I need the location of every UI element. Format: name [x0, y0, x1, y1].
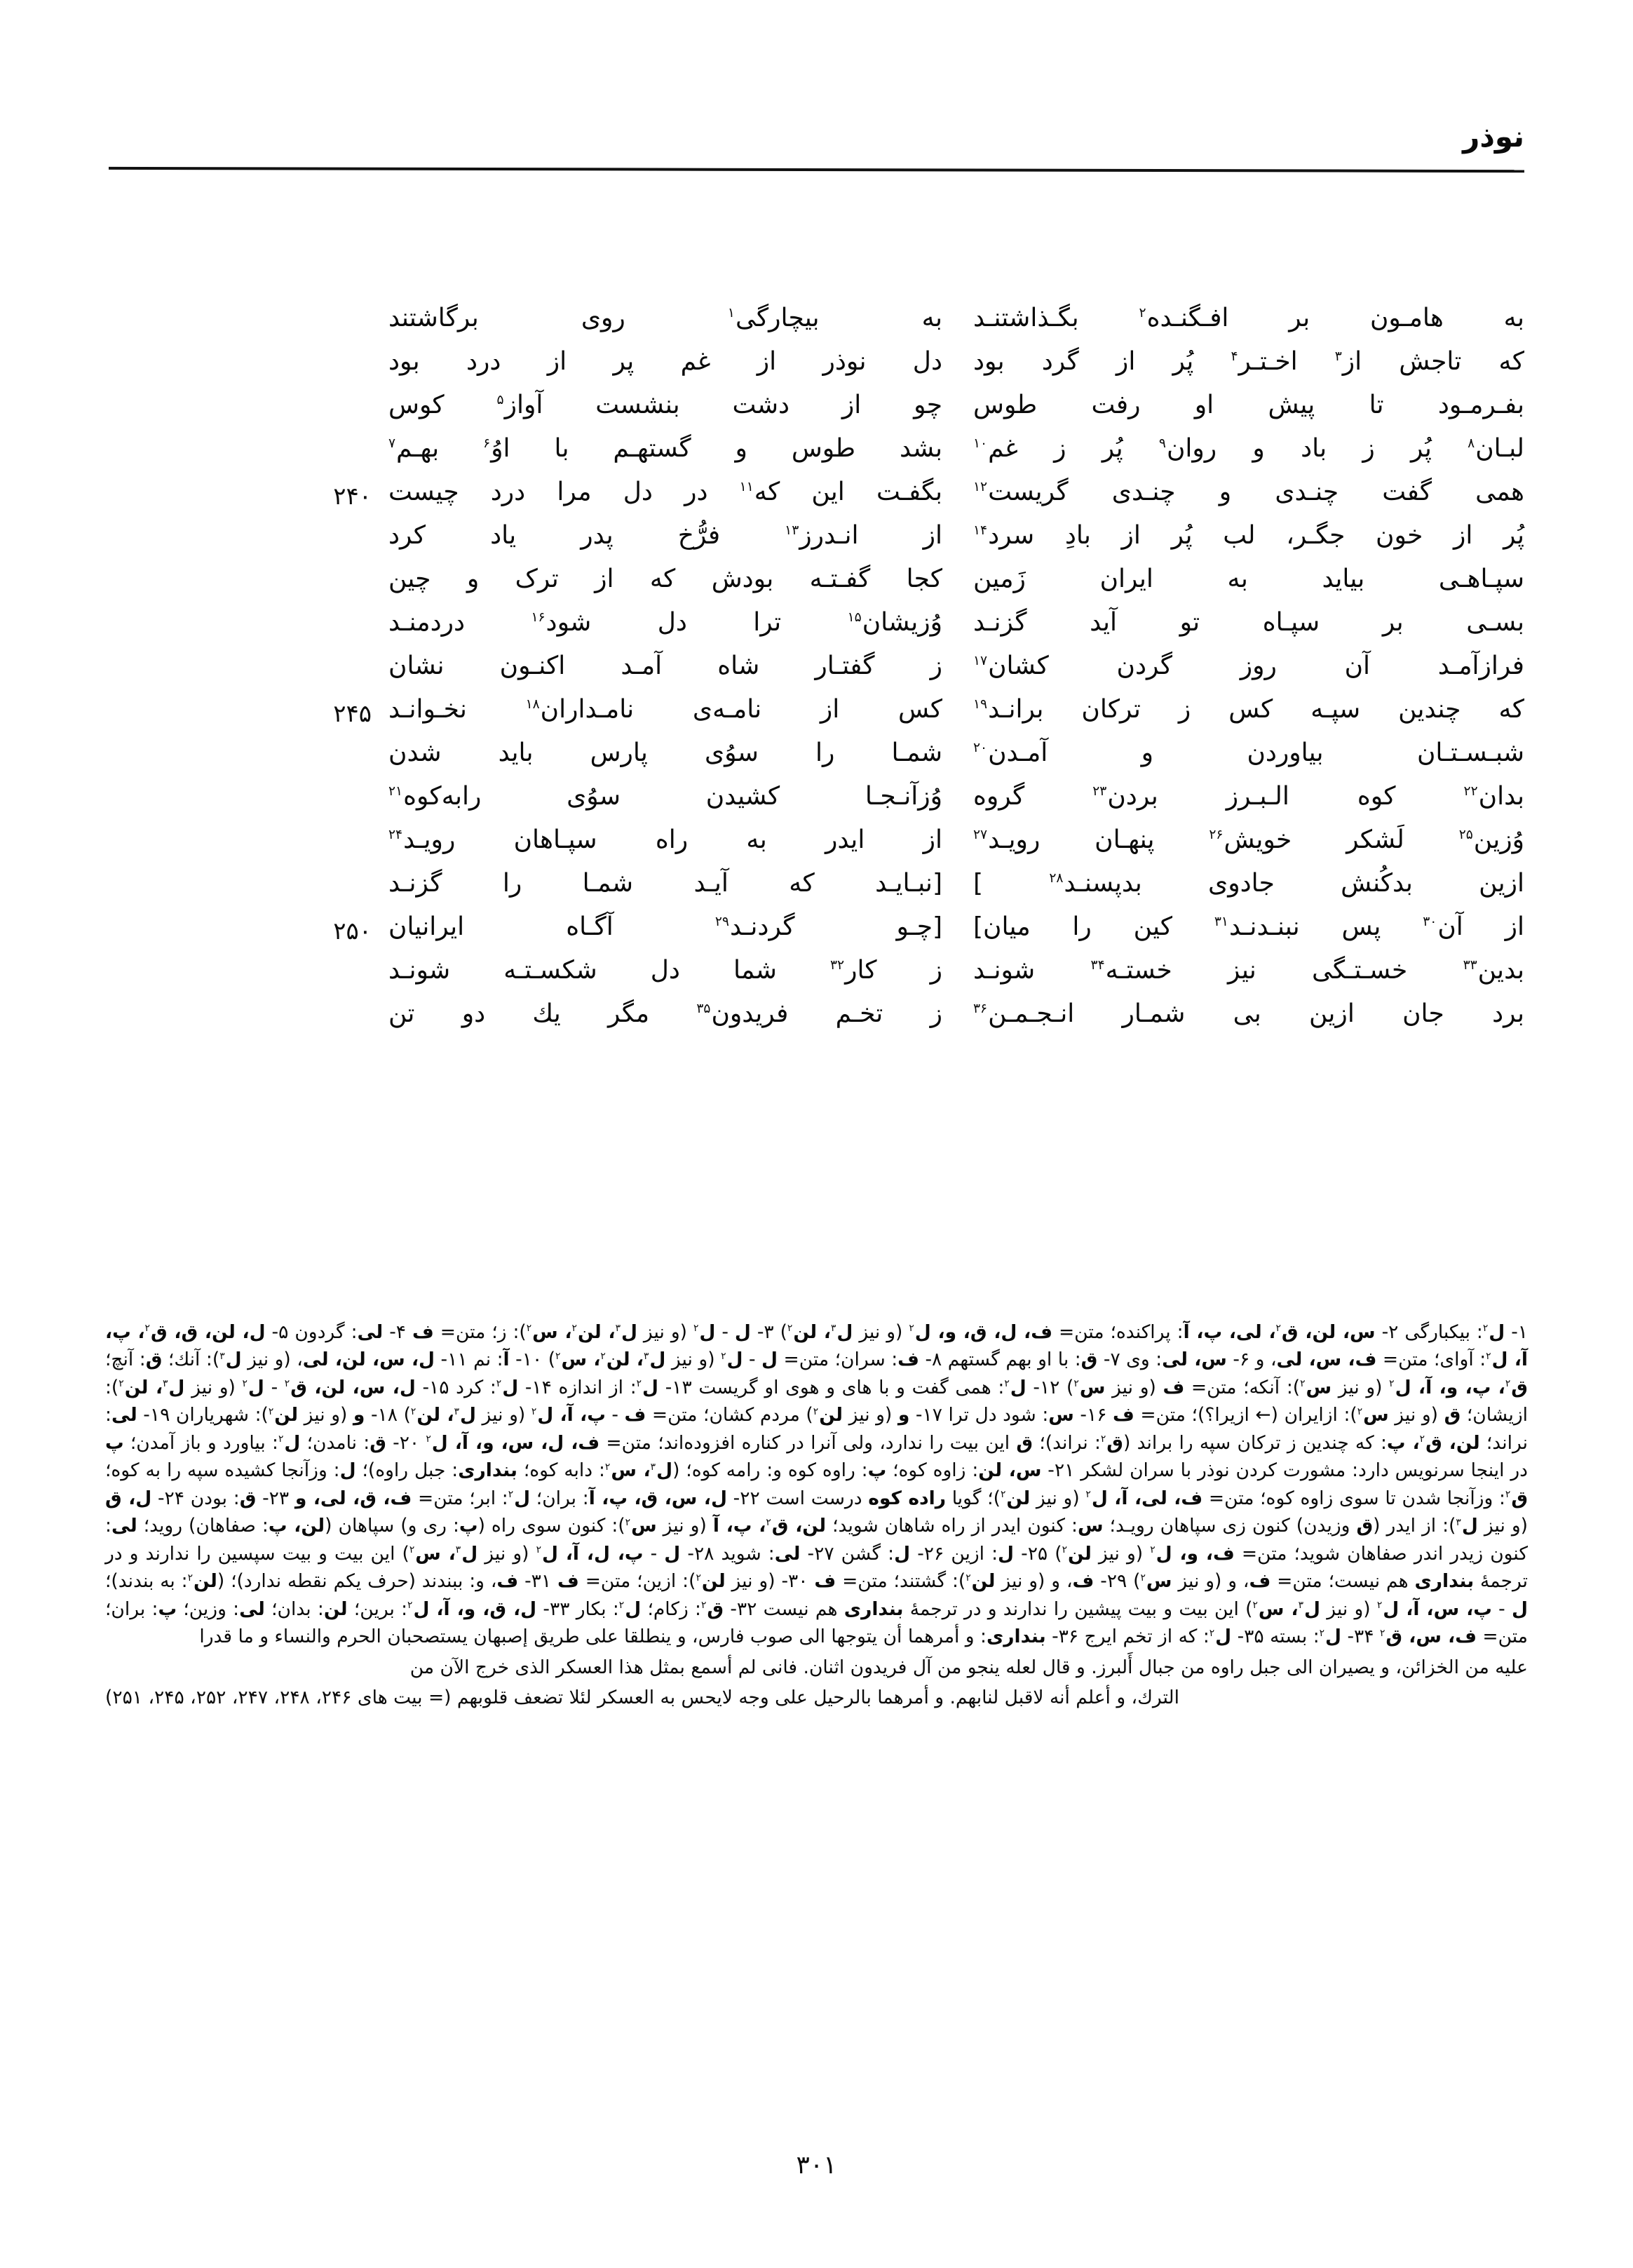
verse-line-number — [318, 606, 388, 613]
couplet-row — [109, 389, 1524, 432]
couplet-row — [109, 997, 1524, 1041]
apparatus-notes: ۱- ل$^۲$: بیکبارگی ۲- س، لن، ق$^۲$، لی، پ، آ: پراکنده؛ متن= ف، ل، ق، و، ل$^۲$ (و نیز ل$^۳$، لن$^۲$) ۳- ل - ل$^۲$ (و نیز ل$^۳$، لن$^۲$، س$^۲$): ز؛ متن= ف ۴- لی: گردون ۵- ل، لن، ق، ق$^۲$، پ، آ، ل$^۲$: آوای؛ متن= ف، س، لی، و ۶- س، لی: وی ۷- ق: با او بهم گستهم ۸- ف: سران؛ متن= ل - ل$^۲$ (و نیز ل$^۳$، لن$^۲$، س$^۲$) ۱۰- آ: نم ۱۱- ل، س، لن، لی، (و نیز ل$^۳$): آنك؛ ق: آنچ؛ ق$^۲$، پ، و، آ، ل$^۲$ (و نیز س$^۲$): آنکه؛ متن= ف (و نیز س$^۲$) ۱۲- ل$^۲$: همی گفت و با های و هوی او گریست ۱۳- ل$^۲$: از اندازه ۱۴- ل$^۲$: کرد ۱۵- ل، س، لن، ق$^۲$ - ل$^۲$ (و نیز ل$^۳$، لن$^۲$): ازیشان؛ ق (و نیز س$^۲$): ازایران (← ازیرا؟)؛ متن= ف ۱۶- س: شود دل ترا ۱۷- و (و نیز لن$^۲$) مردم کشان؛ متن= ف - پ، آ، ل$^۲$ (و نیز ل$^۳$، لن$^۲$) ۱۸- و (و نیز لن$^۲$): شهریاران ۱۹- لی: نراند؛ لن، ق$^۲$، پ: که چندین ز ترکان سپه را براند (ق$^۲$: نراند)؛ ق این بیت را ندارد، ولی آنرا در کناره افزوده‌اند؛ متن= ف، ل، س، و، آ، ل$^۲$ ۲۰- ق: نامدن؛ ل$^۲$: بیاورد و باز آمدن؛ پ در اینجا سرنویس دارد: مشورت کردن نوذر با سران لشکر ۲۱- س، لن: زاوه کوه؛ پ: راوه کوه و: رامه کوه؛ (ل$^۳$، س$^۲$: دابه کوه؛ بنداری: جبل راوه)؛ ل: وزآنجا کشیده سپه را به کوه؛ ق$^۲$: وزآنجا شدن تا سوی زاوه کوه؛ متن= ف، لی، آ، ل$^۲$ (و نیز لن$^۲$)؛ گویا راده کوه درست است ۲۲- ل، س، ق، پ، آ: بران؛ ل$^۲$: ابر؛ متن= ف، ق، لی، و ۲۳- ق: بودن ۲۴- ل، ق (و نیز ل$^۳$): از ایدر (ق وزیدن) کنون زی سپاهان رویـد؛ س: کنون ایدر از راه شاهان شوید؛ لن، ق$^۲$، پ، آ (و نیز س$^۲$): کنون سوی راه (پ: ری و) سپاهان (لن، پ: صفاهان) روید؛ لی: کنون زیدر اندر صفاهان شوید؛ متن= ف، و، ل$^۲$ (و نیز لن$^۲$) ۲۵- ل: ازین ۲۶- ل: گشن ۲۷- لی: شوید ۲۸- ل - پ، ل، آ، ل$^۲$ (و نیز ل$^۳$، س$^۲$) این بیت و بیت سپسین را ندارند و در ترجمهٔ بنداری هم نیست؛ متن= ف، و (و نیز س$^۲$) ۲۹- ف، و (و نیز لن$^۲$): گشتند؛ متن= ف ۳۰- (و نیز لن$^۲$): ازین؛ متن= ف ۳۱- ف، و: ببندند (حرف یکم نقطه ندارد)؛ (لن$^۲$: به بندند)؛ ل - پ، س، آ، ل$^۲$ (و نیز ل$^۳$، س$^۲$) این بیت و بیت پیشین را ندارند و در ترجمهٔ بنداری هم نیست ۳۲- ق$^۲$: زکام؛ ل$^۲$: بکار ۳۳- ل، ق، و، آ، ل$^۲$: برین؛ لن: بدان؛ لی: وزین؛ پ: بران؛ متن= ف، س، ق$^۲$ ۳۴- ل$^۲$: بسته ۳۵- ل$^۲$: که از تخم ایرج ۳۶- بنداری: و أمرهما أن یتوجها الی صوب فارس، و ینطلقا علی طریق إصبهان یستصحبان الحرم والنساء و ما قدرا — [105, 1321, 1529, 1648]
couplet-row — [109, 954, 1524, 997]
couplet-row — [109, 910, 1524, 954]
hemistich-second: به هامـون بر افـگنـده$^۲$ بگـذاشتنـد — [973, 304, 1524, 332]
hemistich-second: بدین$^{۳۳}$ خسـتـگی نیز خستـه$^{۳۴}$ شونـد — [973, 956, 1524, 985]
verse-line-number: ۲۴۵ — [333, 700, 372, 728]
apparatus-criticus — [105, 1318, 1528, 1712]
apparatus-arabic-line-2: الترك، و أعلم أنه لاقبل لنابهم. و أمرهما بالرحیل علی وجه لایحس به العسكر لئلا تضعف قلوبهم (= بیت های ۲۴۶، ۲۴۸، ۲۴۷، ۲۵۲، ۲۴۵، ۲۵۱) — [105, 1687, 1179, 1709]
couplet-row — [109, 780, 1524, 823]
hemistich-second: پُر از خون جگـر، لب پُر از بادِ سرد$^{۱۴}$ — [973, 521, 1524, 550]
apparatus-arabic-line-1: علیه من الخزائن، و یصیران الی جبل راوه من جبال أَلبرز. و قال لعله ینجو من آل فریدون اثنان. فانی لم أسمع بمثل هذا العسكر الذی خرج الآن من — [409, 1656, 1528, 1678]
hemistich-first: از انـدرز$^{۱۳}$ فرُّخ پدر یاد کرد — [388, 521, 942, 550]
hemistich-second: وُزین$^{۲۵}$ لَشکر خویش$^{۲۶}$ پنهـان رویـد$^{۲۷}$ — [973, 825, 1524, 854]
verse-line-number — [318, 519, 388, 526]
hemistich-first: [چـو گردنـد$^{۲۹}$ آگـاه ایرانیان — [388, 912, 942, 941]
verse-line-number: ۲۴۰ — [333, 482, 372, 511]
hemistich-first: [نبـایـد که آیـد شمـا را گزنـد — [388, 869, 942, 898]
hemistich-first: دل نوذر از غم پر از درد بود — [388, 347, 942, 376]
couplet-row — [109, 475, 1524, 519]
hemistich-second: از آن$^{۳۰}$ پس نبنـدنـد$^{۳۱}$ کین را میان] — [973, 912, 1524, 941]
running-head — [109, 119, 1524, 177]
verse-line-number — [318, 736, 388, 743]
hemistich-first: ز تخـم فریدون$^{۳۵}$ مگر یك دو تن — [388, 999, 942, 1028]
hemistich-first: به بیچارگی$^۱$ روی برگاشتند — [388, 304, 942, 332]
verse-line-number — [318, 954, 388, 961]
running-head-title: نوذر — [1463, 119, 1524, 154]
couplet-row — [109, 562, 1524, 606]
couplet-row — [109, 693, 1524, 736]
hemistich-first: ز کار$^{۳۲}$ شما دل شکسـتـه شونـد — [388, 956, 942, 985]
page-number: ۳۰۱ — [796, 2151, 837, 2180]
hemistich-first: کجا گفـتـه بودش که از ترک و چین — [388, 565, 942, 593]
hemistich-second: شبـسـتـان بیاوردن و آمـدن$^{۲۰}$ — [973, 738, 1524, 767]
verse-line-number — [318, 562, 388, 569]
couplet-row — [109, 606, 1524, 649]
hemistich-second: برد جان ازین بی شمـار انـجـمـن$^{۳۶}$ — [973, 999, 1524, 1028]
hemistich-second: لبـان$^۸$ پُر ز باد و روان$^۹$ پُر ز غم$^{۱۰}$ — [973, 434, 1524, 463]
verse-line-number: ۲۵۰ — [333, 917, 372, 945]
hemistich-first: از ایدر به راه سپـاهان رویـد$^{۲۴}$ — [388, 825, 942, 854]
hemistich-first: بگفـت این که$^{۱۱}$ در دل مرا درد چیست — [388, 478, 942, 506]
couplet-row — [109, 736, 1524, 780]
hemistich-first: کس از نامـه‌ی نامـداران$^{۱۸}$ نخـوانـد — [388, 695, 942, 724]
hemistich-second: بدان$^{۲۲}$ کوه الـبـرز بردن$^{۲۳}$ گروه — [973, 782, 1524, 811]
hemistich-first: شمـا را سوُی پارس باید شدن — [388, 738, 942, 767]
hemistich-first: ز گفتـار شاه آمـد اکنـون نشان — [388, 652, 942, 680]
hemistich-first: وُزیشان$^{۱۵}$ ترا دل شود$^{۱۶}$ دردمنـد — [388, 608, 942, 637]
verse-line-number — [318, 389, 388, 396]
verse-line-number — [318, 823, 388, 830]
hemistich-second: سپـاهـی بیاید به ایران زَمین — [973, 565, 1524, 593]
couplet-row — [109, 345, 1524, 389]
verse-line-number — [318, 997, 388, 1004]
couplet-row — [109, 649, 1524, 693]
verse-line-number — [318, 867, 388, 874]
verse-line-number — [318, 302, 388, 309]
verse-line-number — [318, 780, 388, 787]
couplet-row — [109, 432, 1524, 475]
verse-line-number — [318, 345, 388, 352]
verse-line-number — [318, 432, 388, 439]
hemistich-first: بشد طوس و گستهـم با اوُ$^۶$ بهـم$^۷$ — [388, 434, 943, 463]
couplet-row — [109, 302, 1524, 345]
hemistich-second: فرازآمـد آن روز گردن کشان$^{۱۷}$ — [973, 652, 1524, 680]
hemistich-second: ازین بدکُنش جادوی بدپسنـد$^{۲۸}$ ] — [973, 869, 1524, 898]
couplet-row — [109, 519, 1524, 562]
hemistich-second: که چندین سپـه کس ز ترکان برانـد$^{۱۹}$ — [973, 695, 1524, 724]
couplet-row — [109, 867, 1524, 910]
hemistich-first: چو از دشت بنشست آواز$^۵$ کوس — [388, 391, 942, 419]
hemistich-second: بسـی بر سپـاه تو آید گزنـد — [973, 608, 1524, 637]
verse-block — [109, 302, 1524, 1041]
hemistich-second: که تاجش از$^۳$ اخـتـر$^۴$ پُر از گرد بود — [973, 347, 1524, 376]
hemistich-second: بفـرمـود تا پیش او رفت طوس — [973, 391, 1524, 419]
header-divider-rule — [109, 167, 1524, 173]
hemistich-second: همی گفت چنـدی و چنـدی گریست$^{۱۲}$ — [973, 478, 1524, 506]
couplet-row — [109, 823, 1524, 867]
verse-line-number — [318, 649, 388, 656]
hemistich-first: وُزآنـجـا کشیدن سوُی رابه‌کوه$^{۲۱}$ — [388, 782, 942, 811]
